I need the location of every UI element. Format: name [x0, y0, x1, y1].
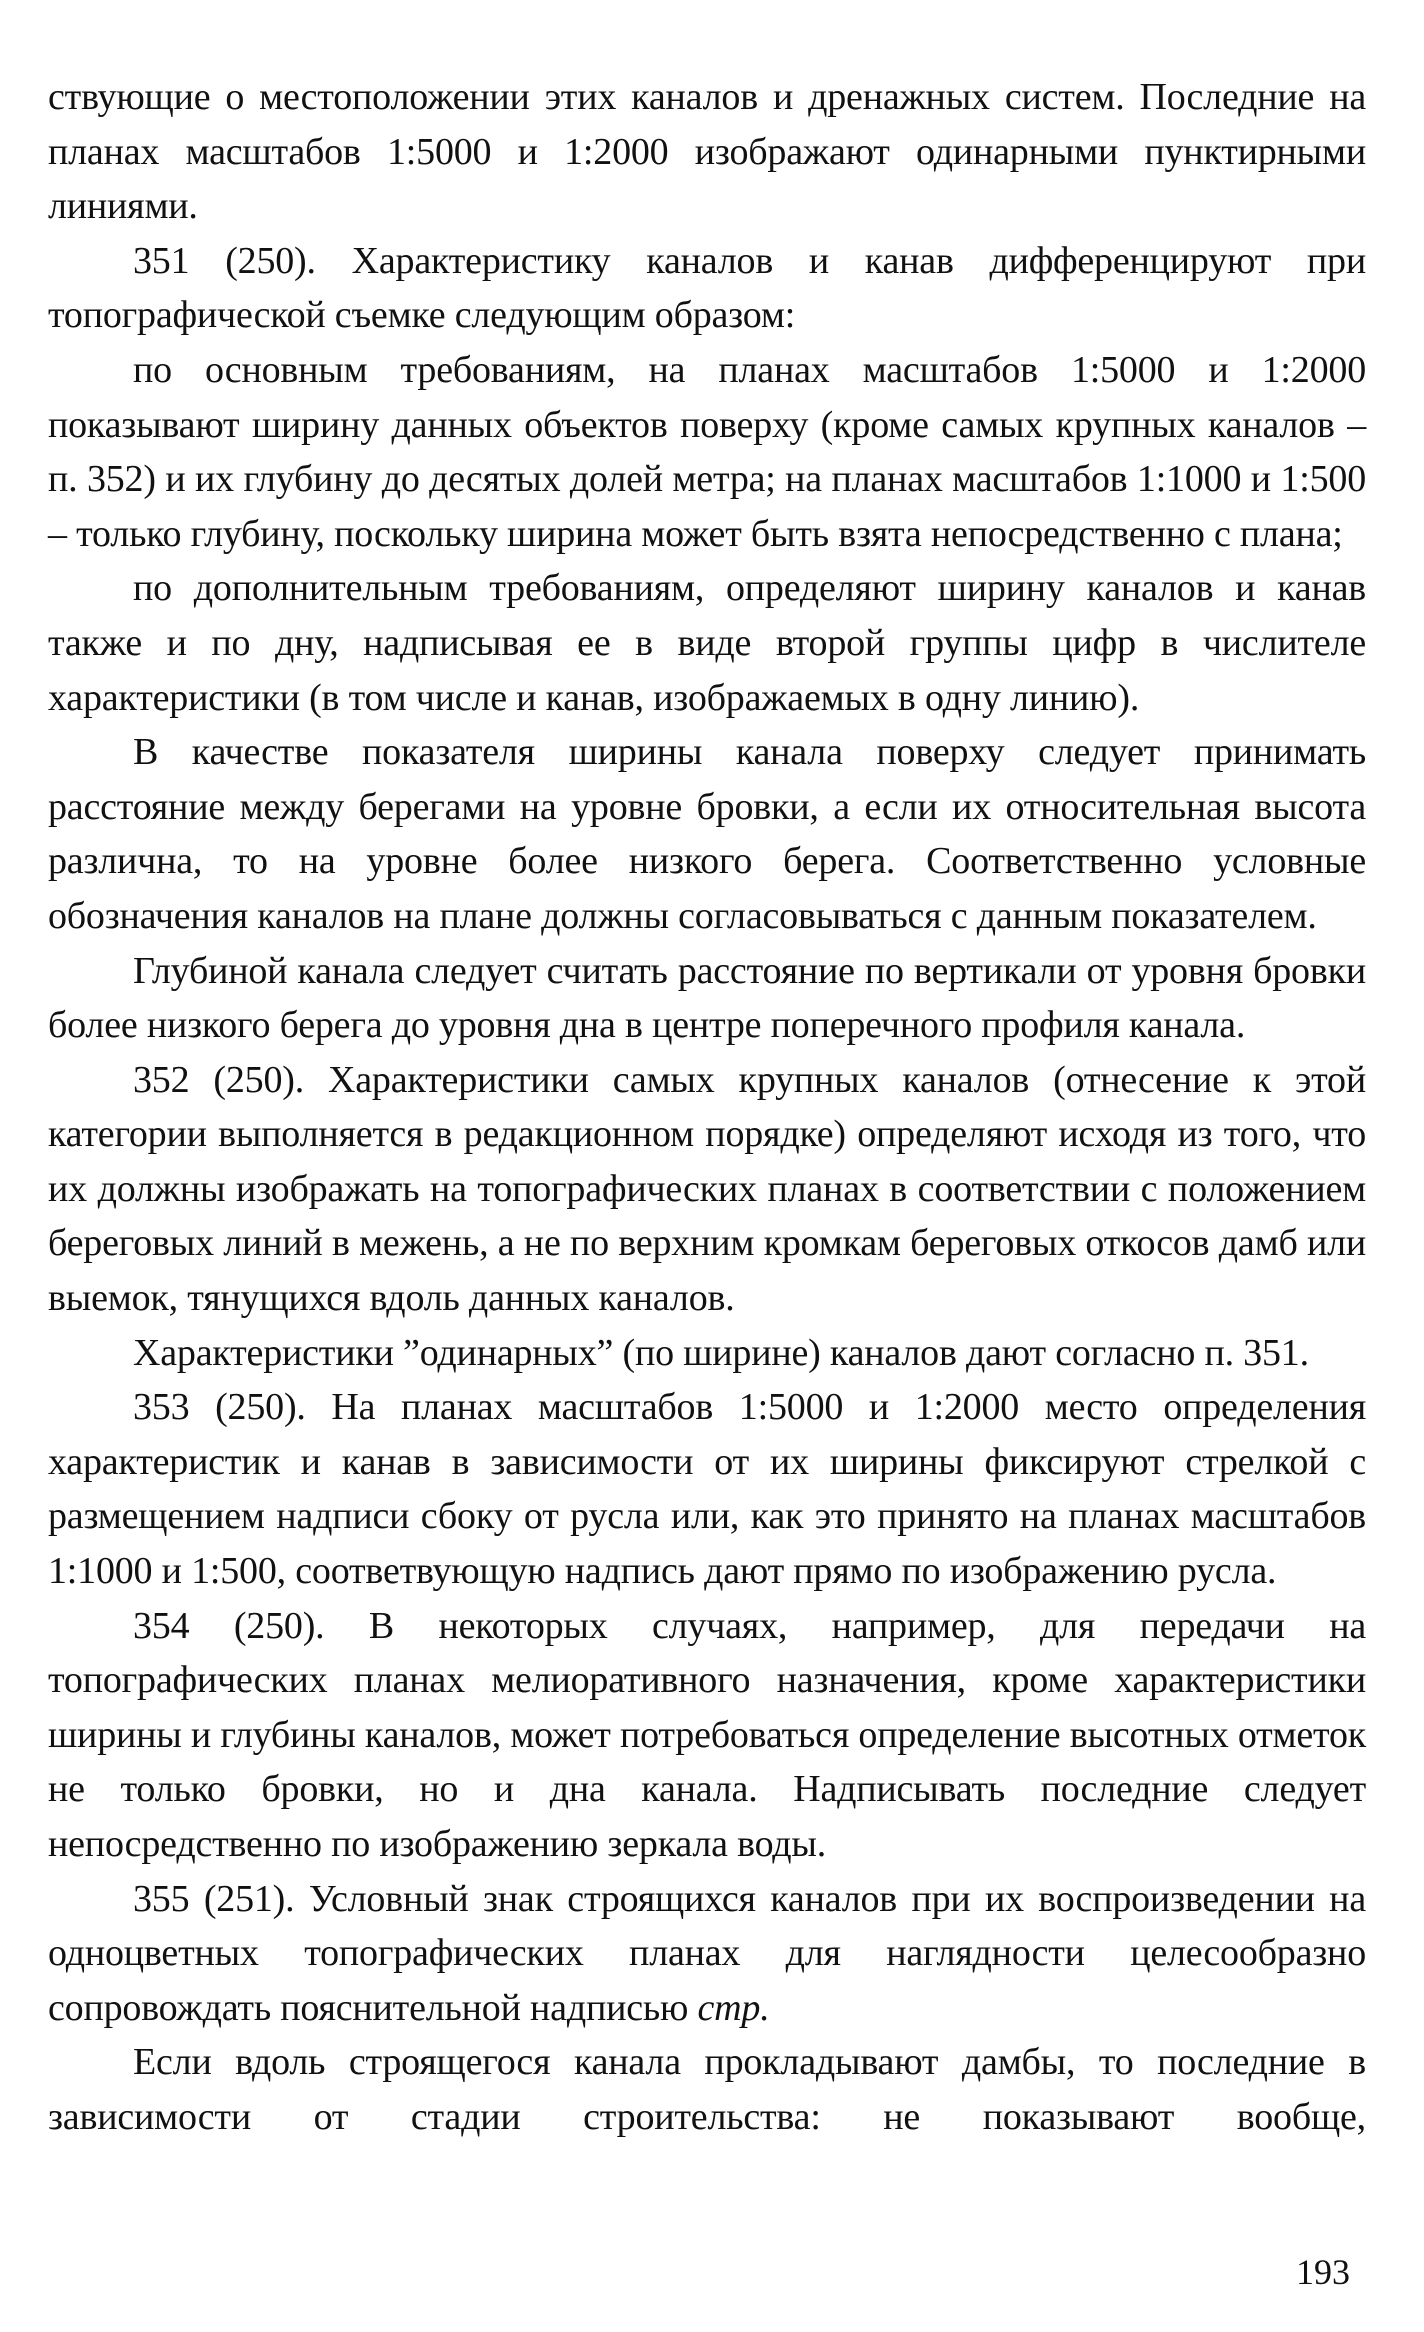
paragraph-355-abbreviation: стр. — [697, 1986, 770, 2029]
paragraph-354: 354 (250). В некоторых случаях, например, для передачи на топографических планах мелиоративного назначения, кроме характеристики ширины и глубины каналов, может потребоваться определение высотных отметок не только бровки, но и дна канала. Надписывать последние следует непосредственно по изображению зеркала воды. — [48, 1604, 1366, 1865]
page-number: 193 — [1296, 2252, 1350, 2292]
paragraph-352: 352 (250). Характеристики самых крупных каналов (отнесение к этой категории выполняется в редакционном порядке) определяют исходя из того, что их должны изображать на топографических планах в соответствии с положением береговых линий в межень, а не по верхним кромкам береговых откосов дамб или выемок, тянущихся вдоль данных каналов. — [48, 1058, 1366, 1320]
paragraph-351-main-requirements: по основным требованиям, на планах масштабов 1:5000 и 1:2000 показывают ширину данных объектов поверху (кроме самых крупных каналов – п. 352) и их глубину до десятых долей метра; на планах масштабов 1:1000 и 1:500 – только глубину, поскольку ширина может быть взята непосредственно с плана; — [48, 348, 1366, 555]
paragraph-351-depth-definition: Глубиной канала следует считать расстояние по вертикали от уровня бровки более низкого берега до уровня дна в центре поперечного профиля канала. — [48, 949, 1366, 1047]
paragraph-353: 353 (250). На планах масштабов 1:5000 и 1:2000 место определения характеристик и канав в зависимости от их ширины фиксируют стрелкой с размещением надписи сбоку от русла или, как это принято на планах масштабов 1:1000 и 1:500, соответвующую надпись дают прямо по изображению русла. — [48, 1386, 1366, 1593]
page-body — [48, 70, 1366, 2145]
paragraph-continuation: ствующие о местоположении этих каналов и дренажных систем. Последние на планах масштабов 1:5000 и 1:2000 изображают одинарными пунктирными линиями. — [48, 76, 1366, 228]
paragraph-356: Если вдоль строящегося канала прокладывают дамбы, то последние в зависимости от стадии строительства: не показывают вообще, — [48, 2041, 1366, 2138]
paragraph-351-additional-requirements: по дополнительным требованиям, определяют ширину каналов и канав также и по дну, надписывая ее в виде второй группы цифр в числителе характеристики (в том числе и канав, изображаемых в одну линию). — [48, 567, 1366, 719]
paragraph-355-text: 355 (251). Условный знак строящихся каналов при их воспроизведении на одноцветных топографических планах для наглядности целесообразно сопровождать пояснительной надписью — [48, 1877, 1366, 2029]
paragraph-351: 351 (250). Характеристику каналов и канав дифференцируют при топографической съемке следующим образом: — [48, 239, 1366, 337]
paragraph-352-single-channels: Характеристики ”одинарных” (по ширине) каналов дают согласно п. 351. — [133, 1331, 1309, 1374]
paragraph-351-width-indicator: В качестве показателя ширины канала поверху следует принимать расстояние между берегами на уровне бровки, а если их относительная высота различна, то на уровне более низкого берега. Соответственно условные обозначения каналов на плане должны согласовываться с данным показателем. — [48, 731, 1366, 937]
paragraph-355 — [48, 1872, 1366, 2036]
